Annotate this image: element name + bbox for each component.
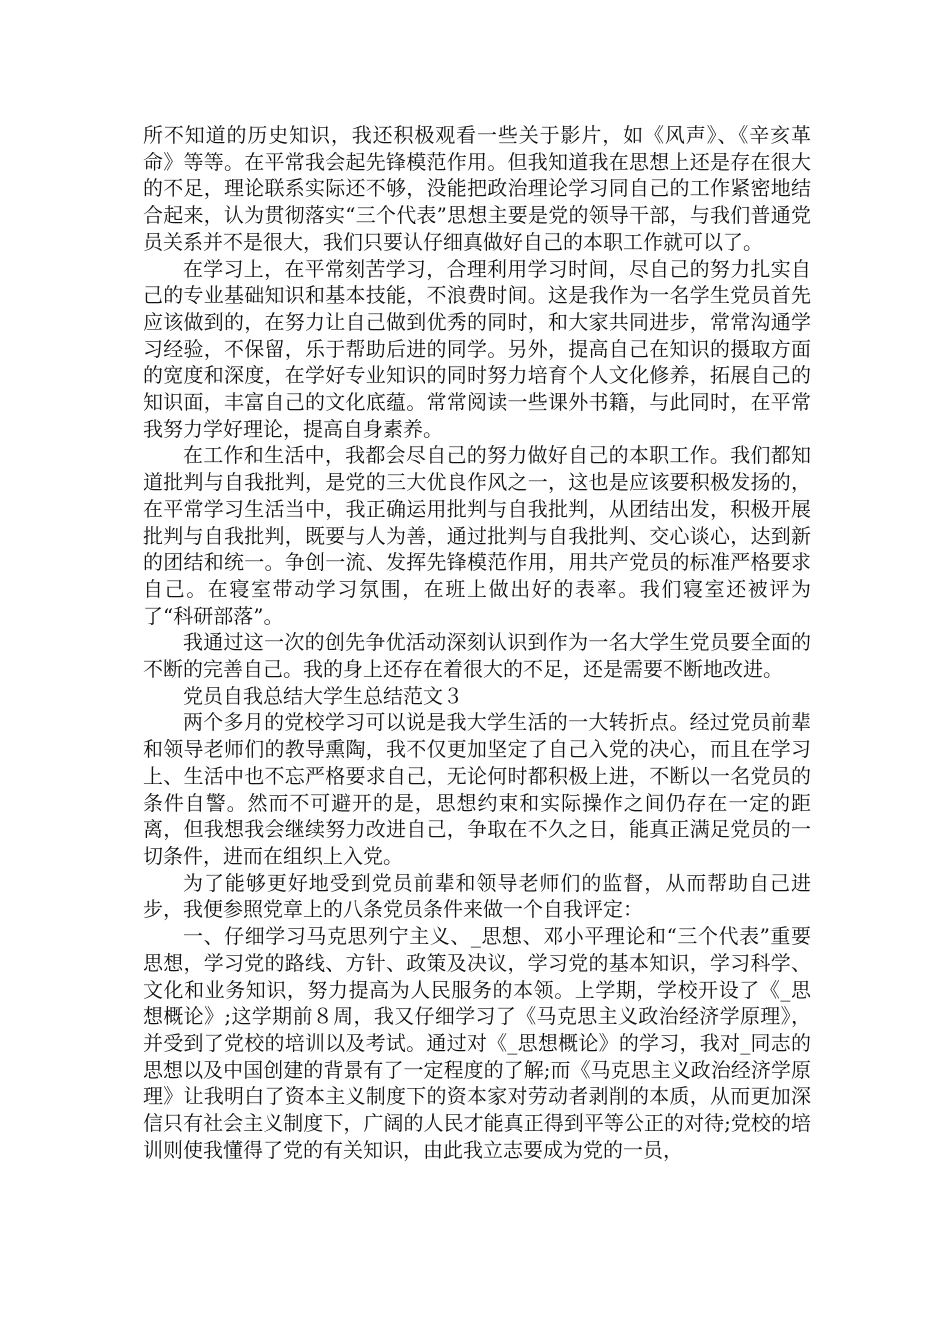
- document-body: [143, 122, 811, 1163]
- paragraph-self-evaluation: 为了能够更好地受到党员前辈和领导老师们的监督，从而帮助自己进步，我便参照党章上的八条党员条件来做一个自我评定：: [143, 870, 811, 922]
- section-heading: 党员自我总结大学生总结范文３: [183, 683, 463, 708]
- paragraph-history-knowledge: 所不知道的历史知识，我还积极观看一些关于影片，如《风声》、《辛亥革命》等等。在平常我会起先锋模范作用。但我知道我在思想上还是存在很大的不足，理论联系实际还不够，没能把政治理论学习同自己的工作紧密地结合起来，认为贯彻落实“三个代表”思想主要是党的领导干部，与我们普通党员关系并不是很大，我们只要认仔细真做好自己的本职工作就可以了。: [143, 123, 811, 254]
- paragraph-improvement: 我通过这一次的创先争优活动深刻认识到作为一名大学生党员要全面的不断的完善自己。我的身上还存在着很大的不足，还是需要不断地改进。: [143, 630, 811, 682]
- paragraph-study: 在学习上，在平常刻苦学习，合理利用学习时间，尽自己的努力扎实自己的专业基础知识和基本技能，不浪费时间。这是我作为一名学生党员首先应该做到的，在努力让自己做到优秀的同时，和大家共同进步，常常沟通学习经验，不保留，乐于帮助后进的同学。另外，提高自己在知识的摄取方面的宽度和深度，在学好专业知识的同时努力培育个人文化修养，拓展自己的知识面，丰富自己的文化底蕴。常常阅读一些课外书籍，与此同时，在平常我努力学好理论，提高自身素养。: [143, 256, 811, 441]
- paragraph-item-one: 一、仔细学习马克思列宁主义、_思想、邓小平理论和“三个代表”重要思想，学习党的路线、方针、政策及决议，学习党的基本知识，学习科学、文化和业务知识，努力提高为人民服务的本领。上学期，学校开设了《_思想概论》;这学期前８周，我又仔细学习了《马克思主义政治经济学原理》，并受到了党校的培训以及考试。通过对《_思想概论》的学习，我对_同志的思想以及中国创建的背景有了一定程度的了解;而《马克思主义政治经济学原理》让我明白了资本主义制度下的资本家对劳动者剥削的本质，从而更加深信只有社会主义制度下，广阔的人民才能真正得到平等公正的对待;党校的培训则使我懂得了党的有关知识，由此我立志要成为党的一员，: [143, 924, 811, 1162]
- paragraph-work-life: 在工作和生活中，我都会尽自己的努力做好自己的本职工作。我们都知道批判与自我批判，是党的三大优良作风之一，这也是应该要积极发扬的，在平常学习生活当中，我正确运用批判与自我批判，从团结出发，积极开展批判与自我批判，既要与人为善，通过批判与自我批判、交心谈心，达到新的团结和统一。争创一流、发挥先锋模范作用，用共产党员的标准严格要求自己。在寝室带动学习氛围，在班上做出好的表率。我们寝室还被评为了“科研部落”。: [143, 443, 811, 628]
- paragraph-party-school: 两个多月的党校学习可以说是我大学生活的一大转折点。经过党员前辈和领导老师们的教导熏陶，我不仅更加坚定了自己入党的决心，而且在学习上、生活中也不忘严格要求自己，无论何时都积极上进，不断以一名党员的条件自警。然而不可避开的是，思想约束和实际操作之间仍存在一定的距离，但我想我会继续努力改进自己，争取在不久之日，能真正满足党员的一切条件，进而在组织上入党。: [143, 710, 811, 868]
